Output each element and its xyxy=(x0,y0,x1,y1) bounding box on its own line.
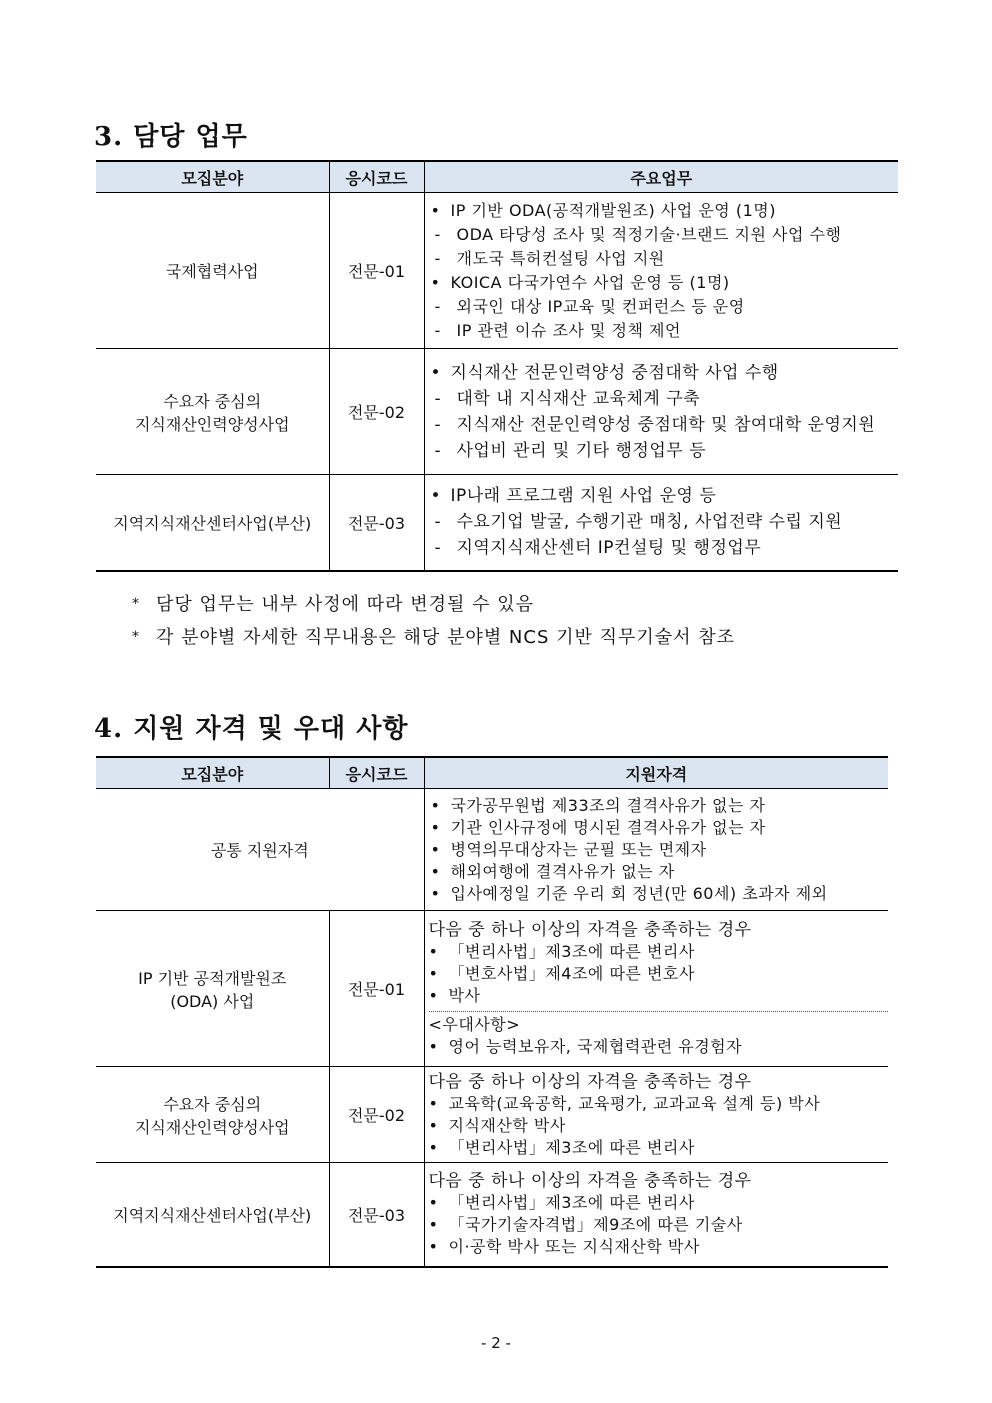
qualifications-table xyxy=(96,756,888,1268)
bullet-icon: • xyxy=(428,1093,439,1113)
dash-icon: - xyxy=(434,538,442,559)
list-item xyxy=(429,1236,889,1258)
asterisk-icon: * xyxy=(132,629,140,645)
bullet-icon: • xyxy=(428,1237,439,1257)
dash-icon: - xyxy=(434,320,441,340)
list-item xyxy=(431,839,889,861)
table-row-common xyxy=(96,789,888,911)
table-row xyxy=(96,349,898,475)
item-text: IP나래 프로그램 지원 사업 운영 등 xyxy=(450,486,717,507)
bullet-icon: • xyxy=(428,964,439,983)
qualification-list xyxy=(425,795,889,905)
field-name: 국제협력사업 xyxy=(165,262,259,281)
duties-list xyxy=(425,479,899,565)
code-cell: 전문-03 xyxy=(329,475,424,571)
item-text: 해외여행에 결격사유가 없는 자 xyxy=(450,861,675,881)
duties-list xyxy=(425,356,899,468)
bullet-icon: • xyxy=(430,861,441,881)
code-cell: 전문-02 xyxy=(329,1067,424,1163)
code-cell: 전문-03 xyxy=(329,1163,424,1267)
dash-icon: - xyxy=(434,248,441,268)
list-item xyxy=(431,883,889,905)
bullet-icon: • xyxy=(430,200,441,220)
table-row xyxy=(96,1067,888,1163)
common-label-cell: 공통 지원자격 xyxy=(96,789,424,911)
bullet-icon: • xyxy=(430,362,442,383)
qualification-cell xyxy=(424,1067,888,1163)
item-text: 개도국 특허컨설팅 사업 지원 xyxy=(456,248,665,268)
item-text: 대학 내 지식재산 교육체계 구축 xyxy=(456,388,701,409)
item-text: 국가공무원법 제33조의 결격사유가 없는 자 xyxy=(450,795,766,815)
preference-label: <우대사항> xyxy=(428,1015,521,1034)
item-text: ODA 타당성 조사 및 적정기술·브랜드 지원 사업 수행 xyxy=(456,224,842,244)
field-name: 지식재산인력양성사업 xyxy=(134,1117,290,1137)
dash-icon: - xyxy=(434,414,442,435)
field-cell xyxy=(96,1163,329,1267)
list-item xyxy=(431,295,899,319)
item-text: 지식재산 전문인력양성 중점대학 사업 수행 xyxy=(450,362,779,383)
qualification-intro: 다음 중 하나 이상의 자격을 충족하는 경우 xyxy=(428,1171,752,1192)
list-item xyxy=(431,817,889,839)
list-item xyxy=(431,386,899,412)
item-text: 지식재산 전문인력양성 중점대학 및 참여대학 운영지원 xyxy=(456,414,876,435)
header-code: 응시코드 xyxy=(329,161,424,193)
asterisk-icon: * xyxy=(132,596,140,612)
item-text: 수요기업 발굴, 수행기관 매칭, 사업전략 수립 지원 xyxy=(456,512,843,533)
list-item xyxy=(431,360,899,386)
qualification-cell xyxy=(424,911,888,1067)
bullet-icon: • xyxy=(428,1193,439,1213)
bullet-icon: • xyxy=(430,272,441,292)
qualification-list xyxy=(425,1168,889,1260)
note-text: 담당 업무는 내부 사정에 따라 변경될 수 있음 xyxy=(156,594,535,615)
table-row xyxy=(96,1163,888,1267)
qualification-intro: 다음 중 하나 이상의 자격을 충족하는 경우 xyxy=(428,1071,752,1092)
field-cell xyxy=(96,911,329,1067)
qualification-cell xyxy=(424,789,888,911)
dash-icon: - xyxy=(434,440,442,461)
item-text: IP 관련 이슈 조사 및 정책 제언 xyxy=(456,320,681,340)
list-item xyxy=(429,1036,889,1058)
header-duties: 주요업무 xyxy=(424,161,898,193)
table-header-row xyxy=(96,757,888,789)
bullet-icon: • xyxy=(430,795,441,815)
code-cell: 전문-01 xyxy=(329,911,424,1067)
bullet-icon: • xyxy=(428,1115,439,1135)
header-field: 모집분야 xyxy=(96,161,329,193)
bullet-icon: • xyxy=(428,1037,439,1056)
item-text: 영어 능력보유자, 국제협력관련 유경험자 xyxy=(448,1037,743,1056)
list-item xyxy=(429,1214,889,1236)
item-text: 사업비 관리 및 기타 행정업무 등 xyxy=(456,440,707,461)
field-cell xyxy=(96,349,329,475)
note-line xyxy=(132,588,735,621)
qualification-cell xyxy=(424,1163,888,1267)
duty-notes xyxy=(132,588,735,654)
item-text: 이·공학 박사 또는 지식재산학 박사 xyxy=(448,1237,700,1257)
bullet-icon: • xyxy=(428,1215,439,1235)
note-line xyxy=(132,621,735,654)
duties-cell xyxy=(424,475,898,571)
table-row xyxy=(96,475,898,571)
field-name: 지역지식재산센터사업(부산) xyxy=(113,1205,312,1225)
list-item xyxy=(431,483,899,509)
duties-cell xyxy=(424,349,898,475)
field-name: 지역지식재산센터사업(부산) xyxy=(113,513,312,533)
list-item xyxy=(429,941,889,963)
section-4-title: 4. 지원 자격 및 우대 사항 xyxy=(94,714,409,744)
table-row xyxy=(96,911,888,1067)
field-name: IP 기반 공적개발원조 xyxy=(138,968,287,988)
item-text: 교육학(교육공학, 교육평가, 교과교육 설계 등) 박사 xyxy=(448,1093,821,1113)
list-item xyxy=(431,795,889,817)
qualification-list xyxy=(425,917,889,1060)
item-text: 외국인 대상 IP교육 및 컨퍼런스 등 운영 xyxy=(456,296,745,316)
field-cell xyxy=(96,475,329,571)
list-item xyxy=(429,1093,889,1115)
dash-icon: - xyxy=(434,388,442,409)
duties-list xyxy=(425,195,899,347)
item-text: 「변리사법」제3조에 따른 변리사 xyxy=(448,1193,695,1213)
list-item xyxy=(431,271,899,295)
field-name: 수요자 중심의 xyxy=(163,391,262,411)
list-item xyxy=(431,438,899,464)
list-item xyxy=(429,1137,889,1159)
note-text: 각 분야별 자세한 직무내용은 해당 분야별 NCS 기반 직무기술서 참조 xyxy=(156,627,736,648)
item-text: 지식재산학 박사 xyxy=(448,1115,566,1135)
item-text: 기관 인사규정에 명시된 결격사유가 없는 자 xyxy=(450,817,766,837)
field-name: 수요자 중심의 xyxy=(163,1094,262,1114)
list-item xyxy=(431,247,899,271)
code-cell: 전문-02 xyxy=(329,349,424,475)
section-3-title: 3. 담당 업무 xyxy=(94,122,248,152)
item-text: IP 기반 ODA(공적개발원조) 사업 운영 (1명) xyxy=(450,200,776,220)
page-number: - 2 - xyxy=(481,1334,511,1352)
duties-table xyxy=(96,160,898,572)
field-name: (ODA) 사업 xyxy=(170,991,255,1011)
bullet-icon: • xyxy=(428,986,439,1005)
bullet-icon: • xyxy=(430,817,441,837)
list-item xyxy=(429,985,889,1007)
item-text: 지역지식재산센터 IP컨설팅 및 행정업무 xyxy=(456,538,762,559)
duties-cell xyxy=(424,193,898,349)
bullet-icon: • xyxy=(428,1137,439,1157)
code-cell: 전문-01 xyxy=(329,193,424,349)
bullet-icon: • xyxy=(430,486,442,507)
list-item xyxy=(429,963,889,985)
list-item xyxy=(431,412,899,438)
table-row xyxy=(96,193,898,349)
list-item xyxy=(431,223,899,247)
dash-icon: - xyxy=(434,512,442,533)
dash-icon: - xyxy=(434,224,441,244)
header-field: 모집분야 xyxy=(96,757,329,789)
list-item xyxy=(431,509,899,535)
field-cell xyxy=(96,1067,329,1163)
list-item xyxy=(431,861,889,883)
qualification-intro: 다음 중 하나 이상의 자격을 충족하는 경우 xyxy=(428,920,752,940)
header-qualifications: 지원자격 xyxy=(424,757,888,789)
field-cell xyxy=(96,193,329,349)
list-item xyxy=(431,535,899,561)
item-text: 입사예정일 기준 우리 회 정년(만 60세) 초과자 제외 xyxy=(450,883,828,903)
item-text: 박사 xyxy=(448,986,481,1005)
dotted-divider xyxy=(429,1011,889,1012)
header-code: 응시코드 xyxy=(329,757,424,789)
item-text: 「변리사법」제3조에 따른 변리사 xyxy=(448,942,695,961)
item-text: 「변리사법」제3조에 따른 변리사 xyxy=(448,1137,695,1157)
item-text: KOICA 다국가연수 사업 운영 등 (1명) xyxy=(450,272,730,292)
item-text: 병역의무대상자는 군필 또는 면제자 xyxy=(450,839,707,859)
list-item xyxy=(429,1115,889,1137)
list-item xyxy=(429,1192,889,1214)
bullet-icon: • xyxy=(430,839,441,859)
bullet-icon: • xyxy=(430,883,441,903)
qualification-list xyxy=(425,1069,889,1161)
item-text: 「변호사법」제4조에 따른 변호사 xyxy=(448,964,695,983)
field-name: 지식재산인력양성사업 xyxy=(134,414,290,434)
item-text: 「국가기술자격법」제9조에 따른 기술사 xyxy=(448,1215,743,1235)
table-header-row xyxy=(96,161,898,193)
bullet-icon: • xyxy=(428,942,439,961)
dash-icon: - xyxy=(434,296,441,316)
list-item xyxy=(431,319,899,343)
list-item xyxy=(431,199,899,223)
